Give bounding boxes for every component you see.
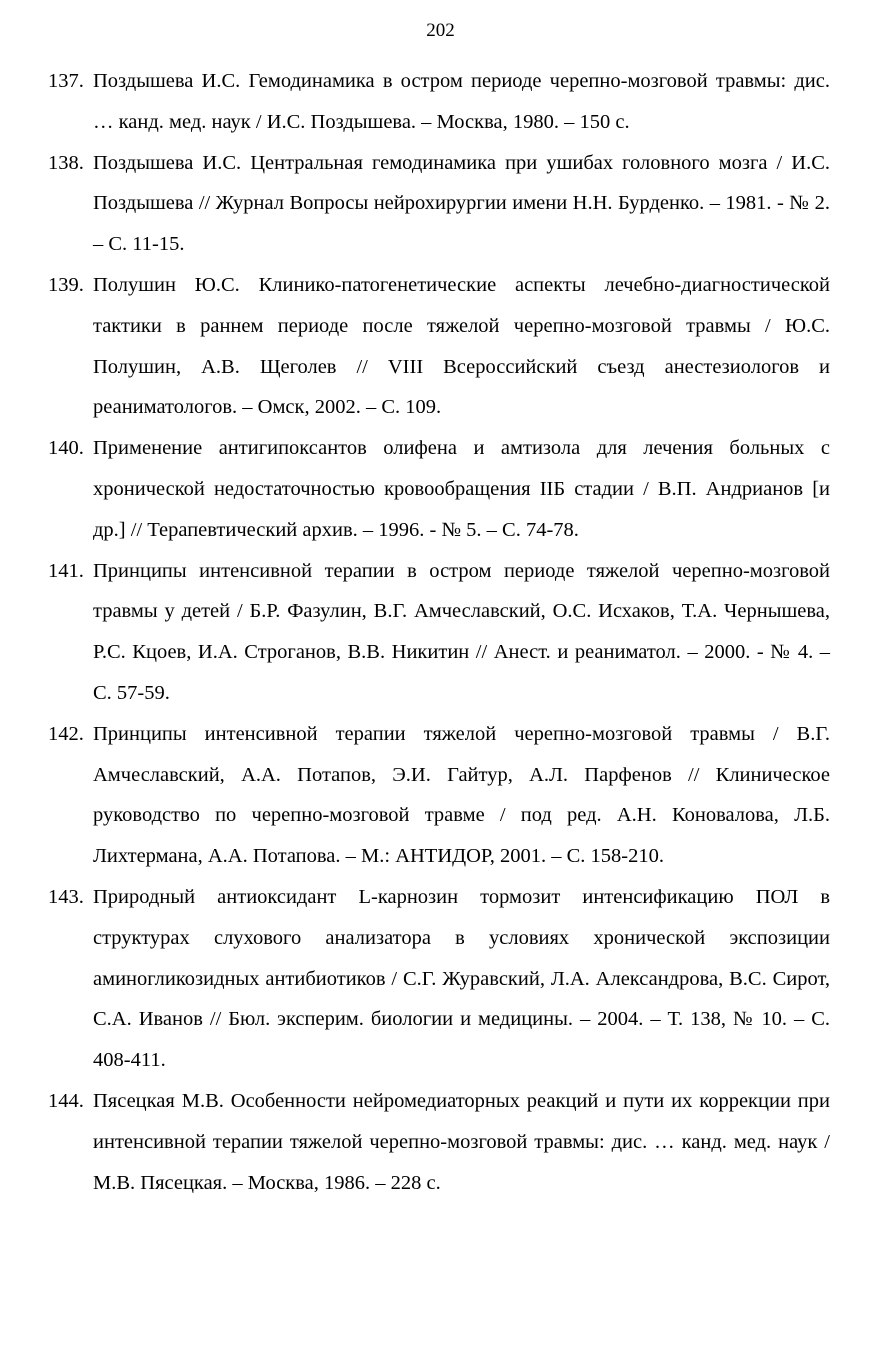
reference-text: Принципы интенсивной терапии тяжелой черепно-мозговой травмы / В.Г. Амчеславский, А.А. Потапов, Э.И. Гайтур, А.Л. Парфенов // Клиническое руководство по черепно-мозговой травме / под ред. А.Н. Коновалова, Л.Б. Лихтермана, А.А. Потапова. – М.: АНТИДОР, 2001. – С. 158-210.: [93, 722, 830, 868]
reference-number: 143.: [48, 885, 84, 908]
reference-text: Природный антиоксидант L-карнозин тормозит интенсификацию ПОЛ в структурах слухового анализатора в условиях хронической экспозиции аминогликозидных антибиотиков / С.Г. Журавский, Л.А. Александрова, В.С. Сирот, С.А. Иванов // Бюл. эксперим. биологии и медицины. – 2004. – Т. 138, № 10. – С. 408-411.: [93, 885, 830, 1072]
reference-text: Поздышева И.С. Гемодинамика в остром периоде черепно-мозговой травмы: дис. … канд. мед. наук / И.С. Поздышева. – Москва, 1980. – 150 с.: [93, 70, 830, 133]
reference-item-141: [48, 551, 830, 714]
reference-number: 138.: [48, 151, 84, 174]
reference-item-139: [48, 265, 830, 428]
reference-item-142: [48, 714, 830, 877]
reference-list: [48, 61, 830, 1203]
reference-item-144: [48, 1081, 830, 1203]
reference-text: Поздышева И.С. Центральная гемодинамика при ушибах головного мозга / И.С. Поздышева // Журнал Вопросы нейрохирургии имени Н.Н. Бурденко. – 1981. - № 2. – С. 11-15.: [93, 151, 830, 256]
reference-number: 144.: [48, 1089, 84, 1112]
reference-text: Принципы интенсивной терапии в остром периоде тяжелой черепно-мозговой травмы у детей / Б.Р. Фазулин, В.Г. Амчеславский, О.С. Исхаков, Т.А. Чернышева, Р.С. Кцоев, И.А. Строганов, В.В. Никитин // Анест. и реаниматол. – 2000. - № 4. – С. 57-59.: [93, 559, 830, 704]
reference-number: 139.: [48, 273, 84, 296]
reference-item-137: [48, 61, 830, 143]
reference-text: Пясецкая М.В. Особенности нейромедиаторных реакций и пути их коррекции при интенсивной терапии тяжелой черепно-мозговой травмы: дис. … канд. мед. наук / М.В. Пясецкая. – Москва, 1986. – 228 с.: [93, 1089, 830, 1194]
reference-item-143: [48, 877, 830, 1081]
reference-number: 142.: [48, 722, 84, 745]
reference-item-140: [48, 428, 830, 550]
page-number: 202: [426, 20, 455, 41]
reference-item-138: [48, 143, 830, 265]
reference-text: Применение антигипоксантов олифена и амтизола для лечения больных с хронической недостаточностью кровообращения IIБ стадии / В.П. Андрианов [и др.] // Терапевтический архив. – 1996. - № 5. – С. 74-78.: [93, 437, 830, 541]
reference-number: 140.: [48, 437, 84, 460]
reference-number: 141.: [48, 559, 84, 582]
reference-text: Полушин Ю.С. Клинико-патогенетические аспекты лечебно-диагностической тактики в раннем периоде после тяжелой черепно-мозговой травмы / Ю.С. Полушин, А.В. Щеголев // VIII Всероссийский съезд анестезиологов и реаниматологов. – Омск, 2002. – С. 109.: [93, 273, 830, 419]
reference-number: 137.: [48, 70, 84, 92]
